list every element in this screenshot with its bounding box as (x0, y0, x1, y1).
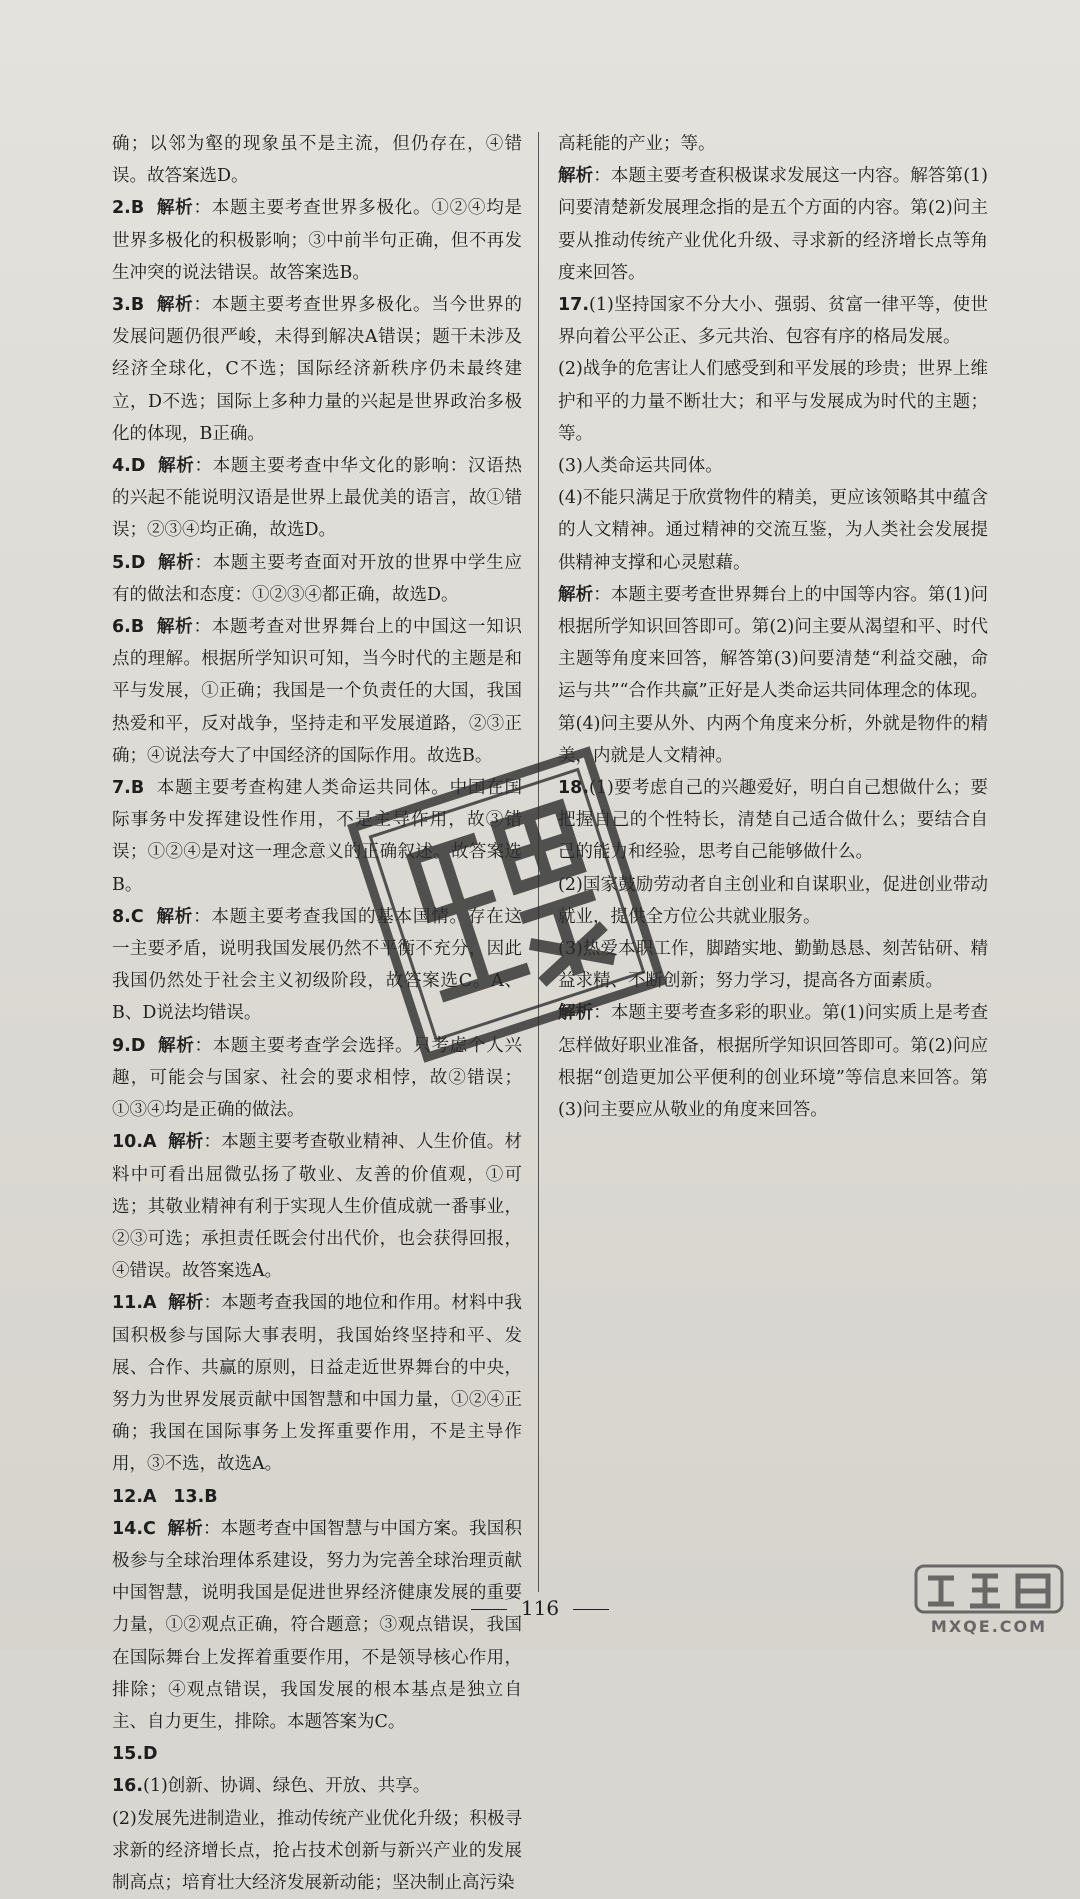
answer-item: (3)热爱本职工作，脚踏实地、勤勤恳恳、刻苦钻研、精益求精、不断创新；努力学习，提高各方面素质。 (558, 939, 988, 992)
answer-item: (2)战争的危害让人们感受到和平发展的珍贵；世界上维护和平的力量不断壮大；和平与发展成为时代的主题；等。 (558, 359, 988, 444)
answer-item: 2.B 解析：本题主要考查世界多极化。①②④均是世界多极化的积极影响；③中前半句正确，但不再发生冲突的说法错误。故答案选B。 (112, 198, 522, 283)
answer-item: 11.A 解析：本题考查我国的地位和作用。材料中我国积极参与国际大事表明，我国始终坚持和平、发展、合作、共赢的原则，日益走近世界舞台的中央，努力为世界发展贡献中国智慧和中国力量，①②④正确；我国在国际事务上发挥重要作用，不是主导作用，③不选，故选A。 (112, 1293, 523, 1475)
answer-item: (4)不能只满足于欣赏物件的精美，更应该领略其中蕴含的人文精神。通过精神的交流互鉴，为人类社会发展提供精神支撑和心灵慰藉。 (558, 488, 988, 573)
answer-item: 确；以邻为壑的现象虽不是主流，但仍存在，④错误。故答案选D。 (112, 134, 522, 187)
answer-item: (2)发展先进制造业，推动传统产业优化升级；积极寻求新的经济增长点，抢占技术创新与新兴产业的发展制高点；培育壮大经济发展新动能；坚决制止高污染 (112, 1808, 522, 1893)
answer-item: 18.(1)要考虑自己的兴趣爱好，明白自己想做什么；要把握自己的个性特长，清楚自己适合做什么；要结合自己的能力和经验，思考自己能够做什么。 (558, 778, 988, 863)
page-number: 116 (0, 1596, 1080, 1620)
answer-item: 14.C 解析：本题考查中国智慧与中国方案。我国积极参与全球治理体系建设，努力为完善全球治理贡献中国智慧，说明我国是促进世界经济健康发展的重要力量，①②观点正确，符合题意；③观点错误，我国在国际舞台上发挥着重要作用，不是领导核心作用，排除；④观点错误，我国发展的根本基点是独立自主、自力更生，排除。本题答案为C。 (112, 1518, 522, 1732)
page-number-dash-left (471, 1609, 507, 1610)
watermark-glyphs (928, 1576, 1048, 1606)
answer-item: (2)国家鼓励劳动者自主创业和自谋职业，促进创业带动就业，提供全方位公共就业服务。 (558, 874, 988, 927)
answer-item: 9.D 解析：本题主要考查学会选择。只考虑个人兴趣，可能会与国家、社会的要求相悖，故②错误；①③④均是正确的做法。 (112, 1035, 522, 1121)
page-number-dash-right (573, 1609, 609, 1610)
stamp-glyphs (402, 806, 608, 1009)
answer-item: 4.D 解析：本题主要考查中华文化的影响：汉语热的兴起不能说明汉语是世界上最优美的语言，故①错误；②③④均正确，故选D。 (112, 456, 522, 541)
answer-item: 3.B 解析：本题主要考查世界多极化。当今世界的发展问题仍很严峻，未得到解决A错误；题干未涉及经济全球化，C不选；国际经济新秩序仍未最终建立，D不选；国际上多种力量的兴起是世界政治多极化的体现，B正确。 (112, 295, 522, 444)
answer-item: 16.(1)创新、协调、绿色、开放、共享。 (112, 1776, 431, 1797)
watermark-domain: MXQE.COM (930, 1617, 1048, 1636)
answer-item: 12.A 13.B (112, 1486, 218, 1507)
answer-item: 解析：本题主要考查世界舞台上的中国等内容。第(1)问根据所学知识回答即可。第(2)问主要从渴望和平、时代主题等角度来回答，解答第(3)问要清楚“利益交融，命运与共”“合作共赢”正好是人类命运共同体理念的体现。第(4)问主要从外、内两个角度来分析，外就是物件的精美，内就是人文精神。 (558, 584, 989, 766)
answer-item: 解析：本题主要考查多彩的职业。第(1)问实质上是考查怎样做好职业准备，根据所学知识回答即可。第(2)问应根据“创造更加公平便利的创业环境”等信息来回答。第(3)问主要应从敬业的角度来回答。 (558, 1003, 989, 1121)
answer-item: 10.A 解析：本题主要考查敬业精神、人生价值。材料中可看出屈微弘扬了敬业、友善的价值观，①可选；其敬业精神有利于实现人生价值成就一番事业，②③可选；承担责任既会付出代价，也会获得回报，④错误。故答案选A。 (112, 1132, 523, 1282)
site-watermark-logo (914, 1564, 1064, 1638)
answer-item: 8.C 解析：本题主要考查我国的基本国情。存在这一主要矛盾，说明我国发展仍然不平衡不充分，因此我国仍然处于社会主义初级阶段，故答案选C。A、B、D说法均错误。 (112, 906, 522, 1024)
answer-item: 7.B 本题主要考查构建人类命运共同体。中国在国际事务中发挥建设性作用，不是主导作用，故③错误；①②④是对这一理念意义的正确叙述。故答案选B。 (112, 778, 522, 895)
answer-item: (3)人类命运共同体。 (558, 456, 723, 477)
answer-item: 15.D (112, 1744, 158, 1765)
answer-item: 17.(1)坚持国家不分大小、强弱、贫富一律平等，使世界向着公平公正、多元共治、包容有序的格局发展。 (558, 295, 988, 348)
answer-item: 高耗能的产业；等。 (558, 134, 716, 154)
answer-item: 6.B 解析：本题考查对世界舞台上的中国这一知识点的理解。根据所学知识可知，当今时代的主题是和平与发展，①正确；我国是一个负责任的大国，我国热爱和平，反对战争，坚持走和平发展道路，②③正确；④说法夸大了中国经济的国际作用。故选B。 (112, 617, 522, 766)
answer-item: 5.D 解析：本题主要考查面对开放的世界中学生应有的做法和态度：①②③④都正确，故选D。 (112, 552, 522, 605)
answer-item: 解析：本题主要考查积极谋求发展这一内容。解答第(1)问要清楚新发展理念指的是五个方面的内容。第(2)问主要从推动传统产业优化升级、寻求新的经济增长点等角度来回答。 (558, 166, 989, 283)
